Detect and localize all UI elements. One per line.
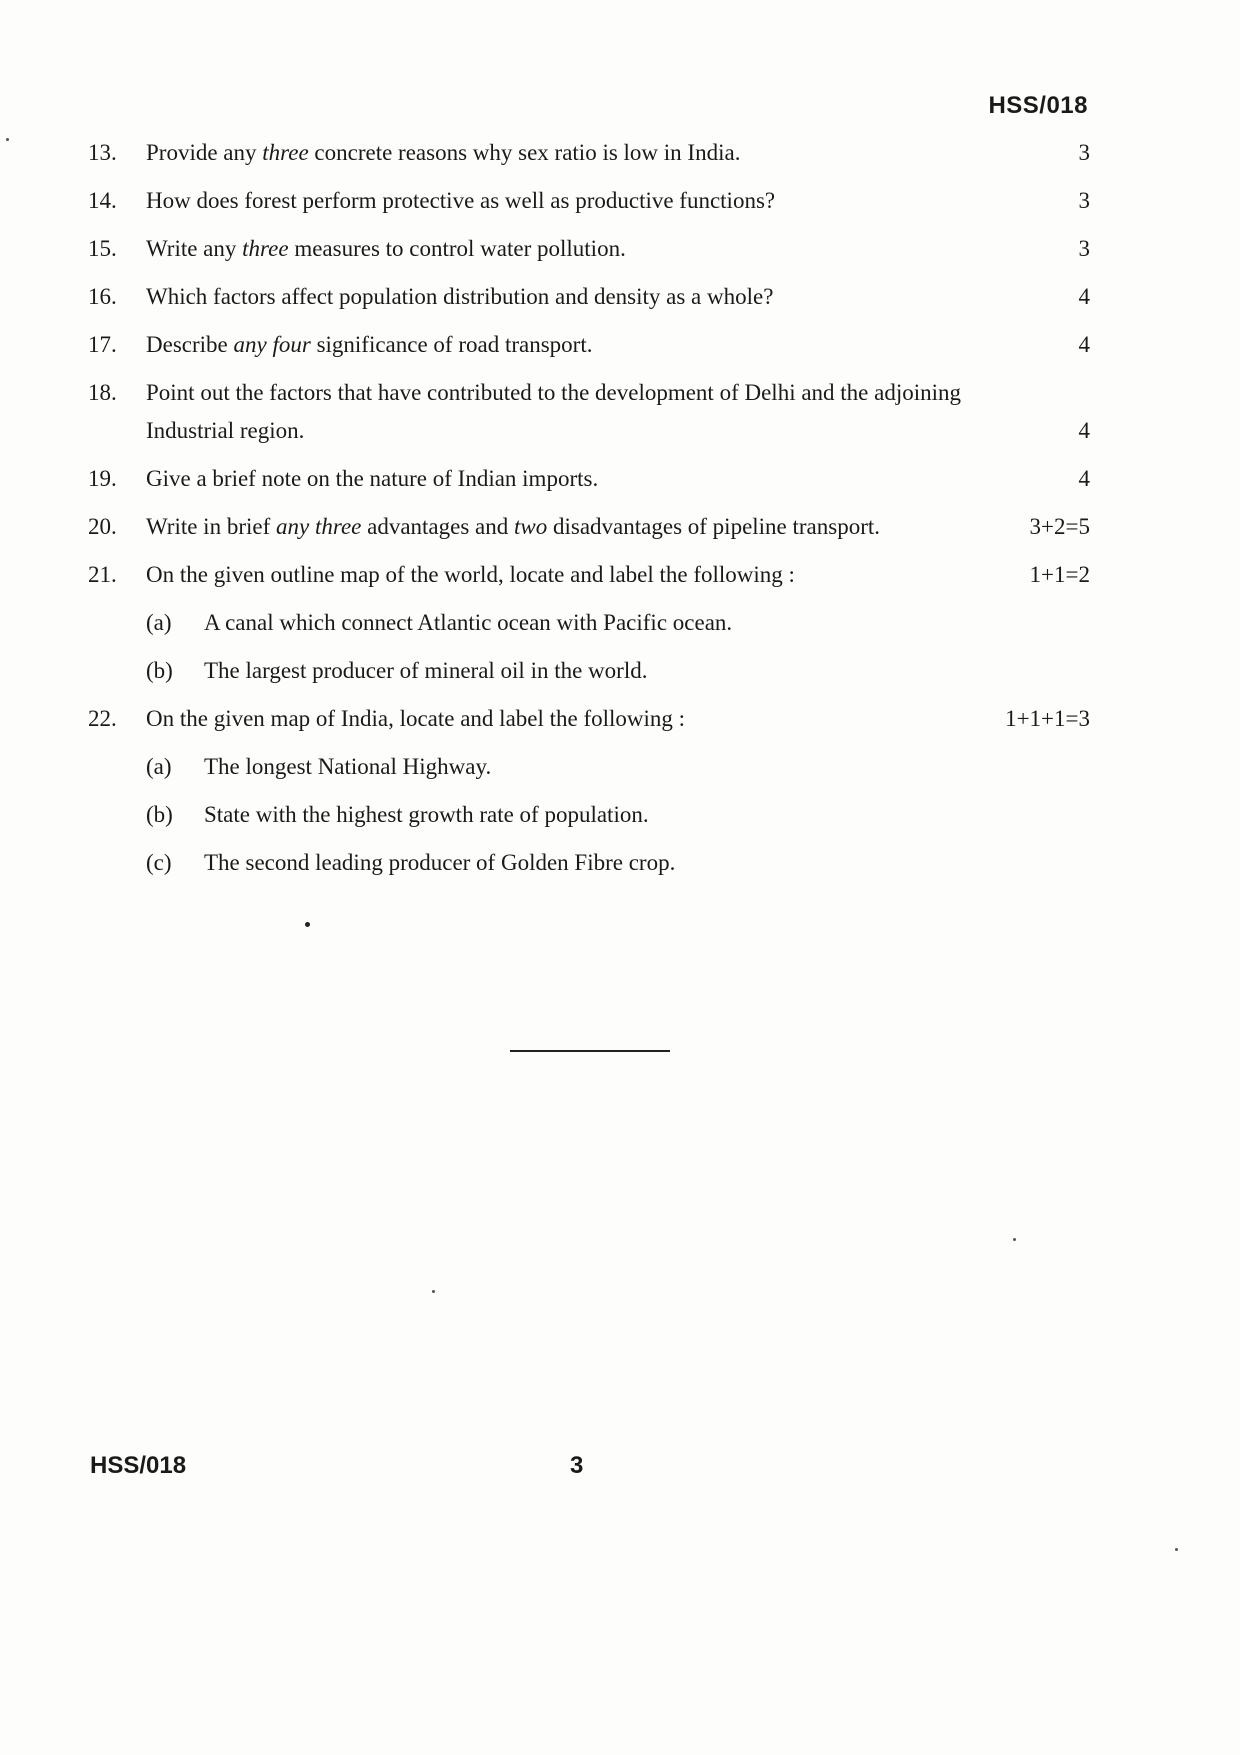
sub-question-text: The longest National Highway. xyxy=(204,754,492,779)
question-16 xyxy=(88,282,1088,312)
question-text xyxy=(146,138,1088,168)
sub-question-letter: (c) xyxy=(146,850,172,875)
header-paper-code: HSS/018 xyxy=(988,92,1088,119)
question-20 xyxy=(88,512,1088,542)
question-19 xyxy=(88,464,1088,494)
question-15 xyxy=(88,234,1088,264)
emphasis: three xyxy=(262,140,309,165)
sub-question-21b xyxy=(146,656,1088,686)
question-number: 18. xyxy=(88,380,117,405)
text-part: measures to control water pollution. xyxy=(288,236,626,261)
emphasis: two xyxy=(514,514,548,539)
text-part: On the given outline map of the world, locate and label the following : xyxy=(146,562,795,587)
question-17 xyxy=(88,330,1088,360)
emphasis: any three xyxy=(276,514,362,539)
sub-question-22c xyxy=(146,848,1088,878)
question-marks: 3 xyxy=(1078,236,1090,261)
question-text xyxy=(146,464,1088,494)
question-14 xyxy=(88,186,1088,216)
question-marks: 3 xyxy=(1078,188,1090,213)
question-number: 16. xyxy=(88,284,117,309)
text-part: advantages and xyxy=(361,514,515,539)
question-number: 15. xyxy=(88,236,117,261)
page-number: 3 xyxy=(570,1452,584,1479)
question-text-line-2: Industrial region. xyxy=(146,418,305,443)
text-part: Provide any xyxy=(146,140,263,165)
question-marks: 4 xyxy=(1078,466,1090,491)
question-marks: 1+1+1=3 xyxy=(1005,706,1090,731)
text-part: Which factors affect population distribution and density as a whole? xyxy=(146,284,774,309)
question-text-line-1: Point out the factors that have contributed to the development of Delhi and the adjoining xyxy=(146,380,962,405)
footer-paper-code: HSS/018 xyxy=(90,1452,187,1479)
question-text xyxy=(146,560,1088,590)
sub-question-22b xyxy=(146,800,1088,830)
question-text xyxy=(146,282,1088,312)
sub-question-letter: (a) xyxy=(146,610,172,635)
question-number: 20. xyxy=(88,514,117,539)
text-part: significance of road transport. xyxy=(310,332,593,357)
question-list xyxy=(88,138,1088,878)
scan-speck xyxy=(1013,1238,1016,1241)
question-marks: 3 xyxy=(1078,140,1090,165)
sub-question-letter: (b) xyxy=(146,658,173,683)
emphasis: three xyxy=(242,236,289,261)
question-text xyxy=(146,512,1088,542)
question-number: 19. xyxy=(88,466,117,491)
text-part: concrete reasons why sex ratio is low in India. xyxy=(308,140,741,165)
text-part: Write any xyxy=(146,236,243,261)
scan-speck xyxy=(6,138,9,141)
text-part: Give a brief note on the nature of Indian imports. xyxy=(146,466,599,491)
emphasis: any four xyxy=(233,332,311,357)
question-text xyxy=(146,330,1088,360)
text-part: How does forest perform protective as well as productive functions? xyxy=(146,188,776,213)
question-13 xyxy=(88,138,1088,168)
sub-question-text: State with the highest growth rate of population. xyxy=(204,802,649,827)
question-number: 14. xyxy=(88,188,117,213)
question-marks: 3+2=5 xyxy=(1029,514,1090,539)
scan-speck xyxy=(305,922,310,927)
sub-question-text: The largest producer of mineral oil in the world. xyxy=(204,658,648,683)
question-marks: 4 xyxy=(1078,284,1090,309)
question-21 xyxy=(88,560,1088,590)
question-number: 21. xyxy=(88,562,117,587)
sub-question-letter: (a) xyxy=(146,754,172,779)
sub-question-text: A canal which connect Atlantic ocean with Pacific ocean. xyxy=(204,610,733,635)
text-part: disadvantages of pipeline transport. xyxy=(547,514,881,539)
question-marks: 4 xyxy=(1078,332,1090,357)
end-divider xyxy=(510,1050,670,1052)
question-marks: 4 xyxy=(1078,418,1090,443)
question-number: 22. xyxy=(88,706,117,731)
question-text xyxy=(146,186,1088,216)
sub-question-text: The second leading producer of Golden Fibre crop. xyxy=(204,850,676,875)
sub-question-21a xyxy=(146,608,1088,638)
question-text xyxy=(146,704,1088,734)
question-marks: 1+1=2 xyxy=(1029,562,1090,587)
sub-question-22a xyxy=(146,752,1088,782)
question-text xyxy=(146,378,1088,446)
question-number: 13. xyxy=(88,140,117,165)
question-text xyxy=(146,234,1088,264)
text-part: Write in brief xyxy=(146,514,276,539)
question-22 xyxy=(88,704,1088,734)
scan-speck xyxy=(1175,1548,1178,1551)
sub-question-letter: (b) xyxy=(146,802,173,827)
text-part: On the given map of India, locate and label the following : xyxy=(146,706,686,731)
text-part: Describe xyxy=(146,332,234,357)
question-number: 17. xyxy=(88,332,117,357)
question-18 xyxy=(88,378,1088,446)
scan-speck xyxy=(432,1290,435,1293)
